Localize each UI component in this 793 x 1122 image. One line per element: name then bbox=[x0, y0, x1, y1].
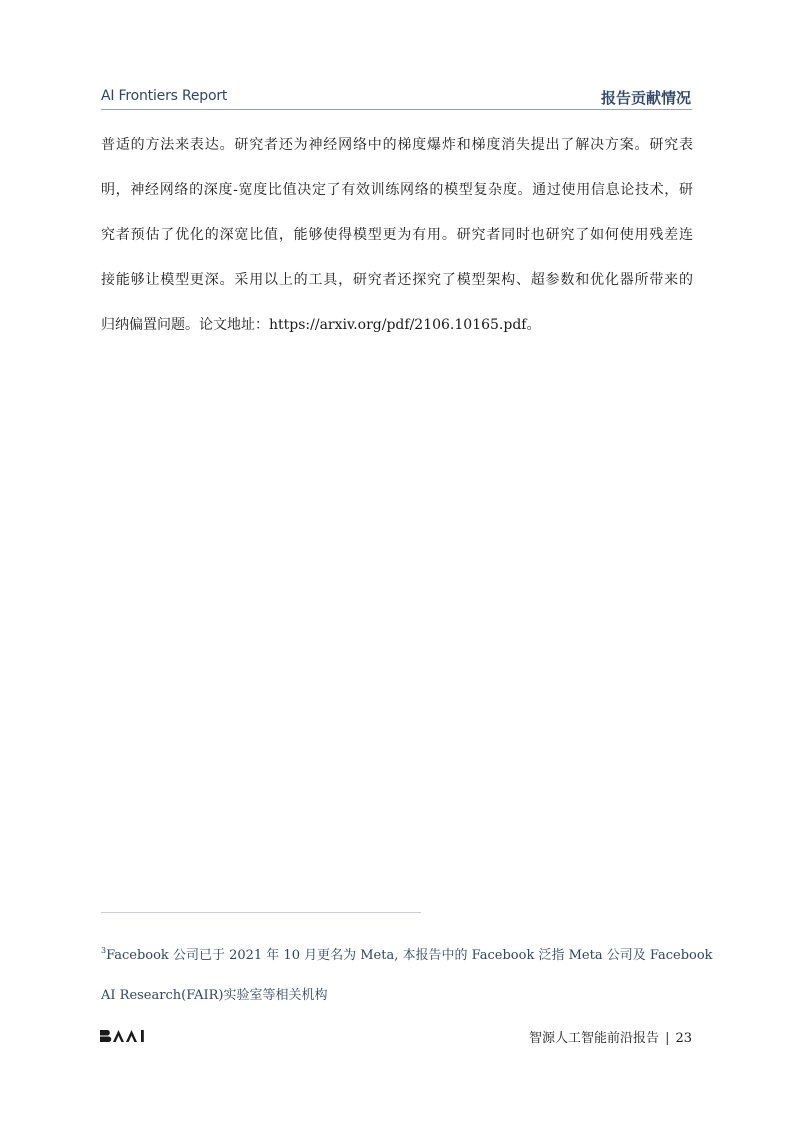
body-line-2: 明，神经网络的深度-宽度比值决定了有效训练网络的模型复杂度。通过使用信息论技术，研 bbox=[101, 182, 693, 198]
footnote-divider bbox=[101, 912, 421, 913]
body-line-4: 接能够让模型更深。采用以上的工具，研究者还探究了模型架构、超参数和优化器所带来的 bbox=[101, 272, 693, 288]
footnote bbox=[101, 944, 713, 1024]
header-report-title: AI Frontiers Report bbox=[101, 88, 228, 104]
footnote-text-1: Facebook 公司已于 2021 年 10 月更名为 Meta, 本报告中的 Facebook 泛指 Meta 公司及 Facebook bbox=[106, 948, 713, 963]
body-line-1: 普适的方法来表达。研究者还为神经网络中的梯度爆炸和梯度消失提出了解决方案。研究表 bbox=[101, 137, 693, 153]
header-section-title: 报告贡献情况 bbox=[600, 89, 691, 107]
footnote-line-1 bbox=[101, 944, 713, 963]
footnote-marker: 3 bbox=[101, 946, 107, 955]
body-line-5: 归纳偏置问题。论文地址：https://arxiv.org/pdf/2106.10165.pdf。 bbox=[101, 317, 541, 333]
footer-separator: | bbox=[665, 1031, 670, 1046]
page-number: 23 bbox=[675, 1031, 692, 1046]
header-divider bbox=[101, 109, 692, 110]
footer-report-title: 智源人工智能前沿报告 bbox=[529, 1031, 660, 1046]
body-line-3: 究者预估了优化的深宽比值，能够使得模型更为有用。研究者同时也研究了如何使用残差连 bbox=[101, 227, 693, 243]
footer-page-info bbox=[529, 1027, 692, 1046]
body-paragraph bbox=[101, 138, 693, 363]
baai-logo bbox=[100, 1030, 148, 1042]
footnote-line-2: AI Research(FAIR)实验室等相关机构 bbox=[101, 988, 328, 1003]
